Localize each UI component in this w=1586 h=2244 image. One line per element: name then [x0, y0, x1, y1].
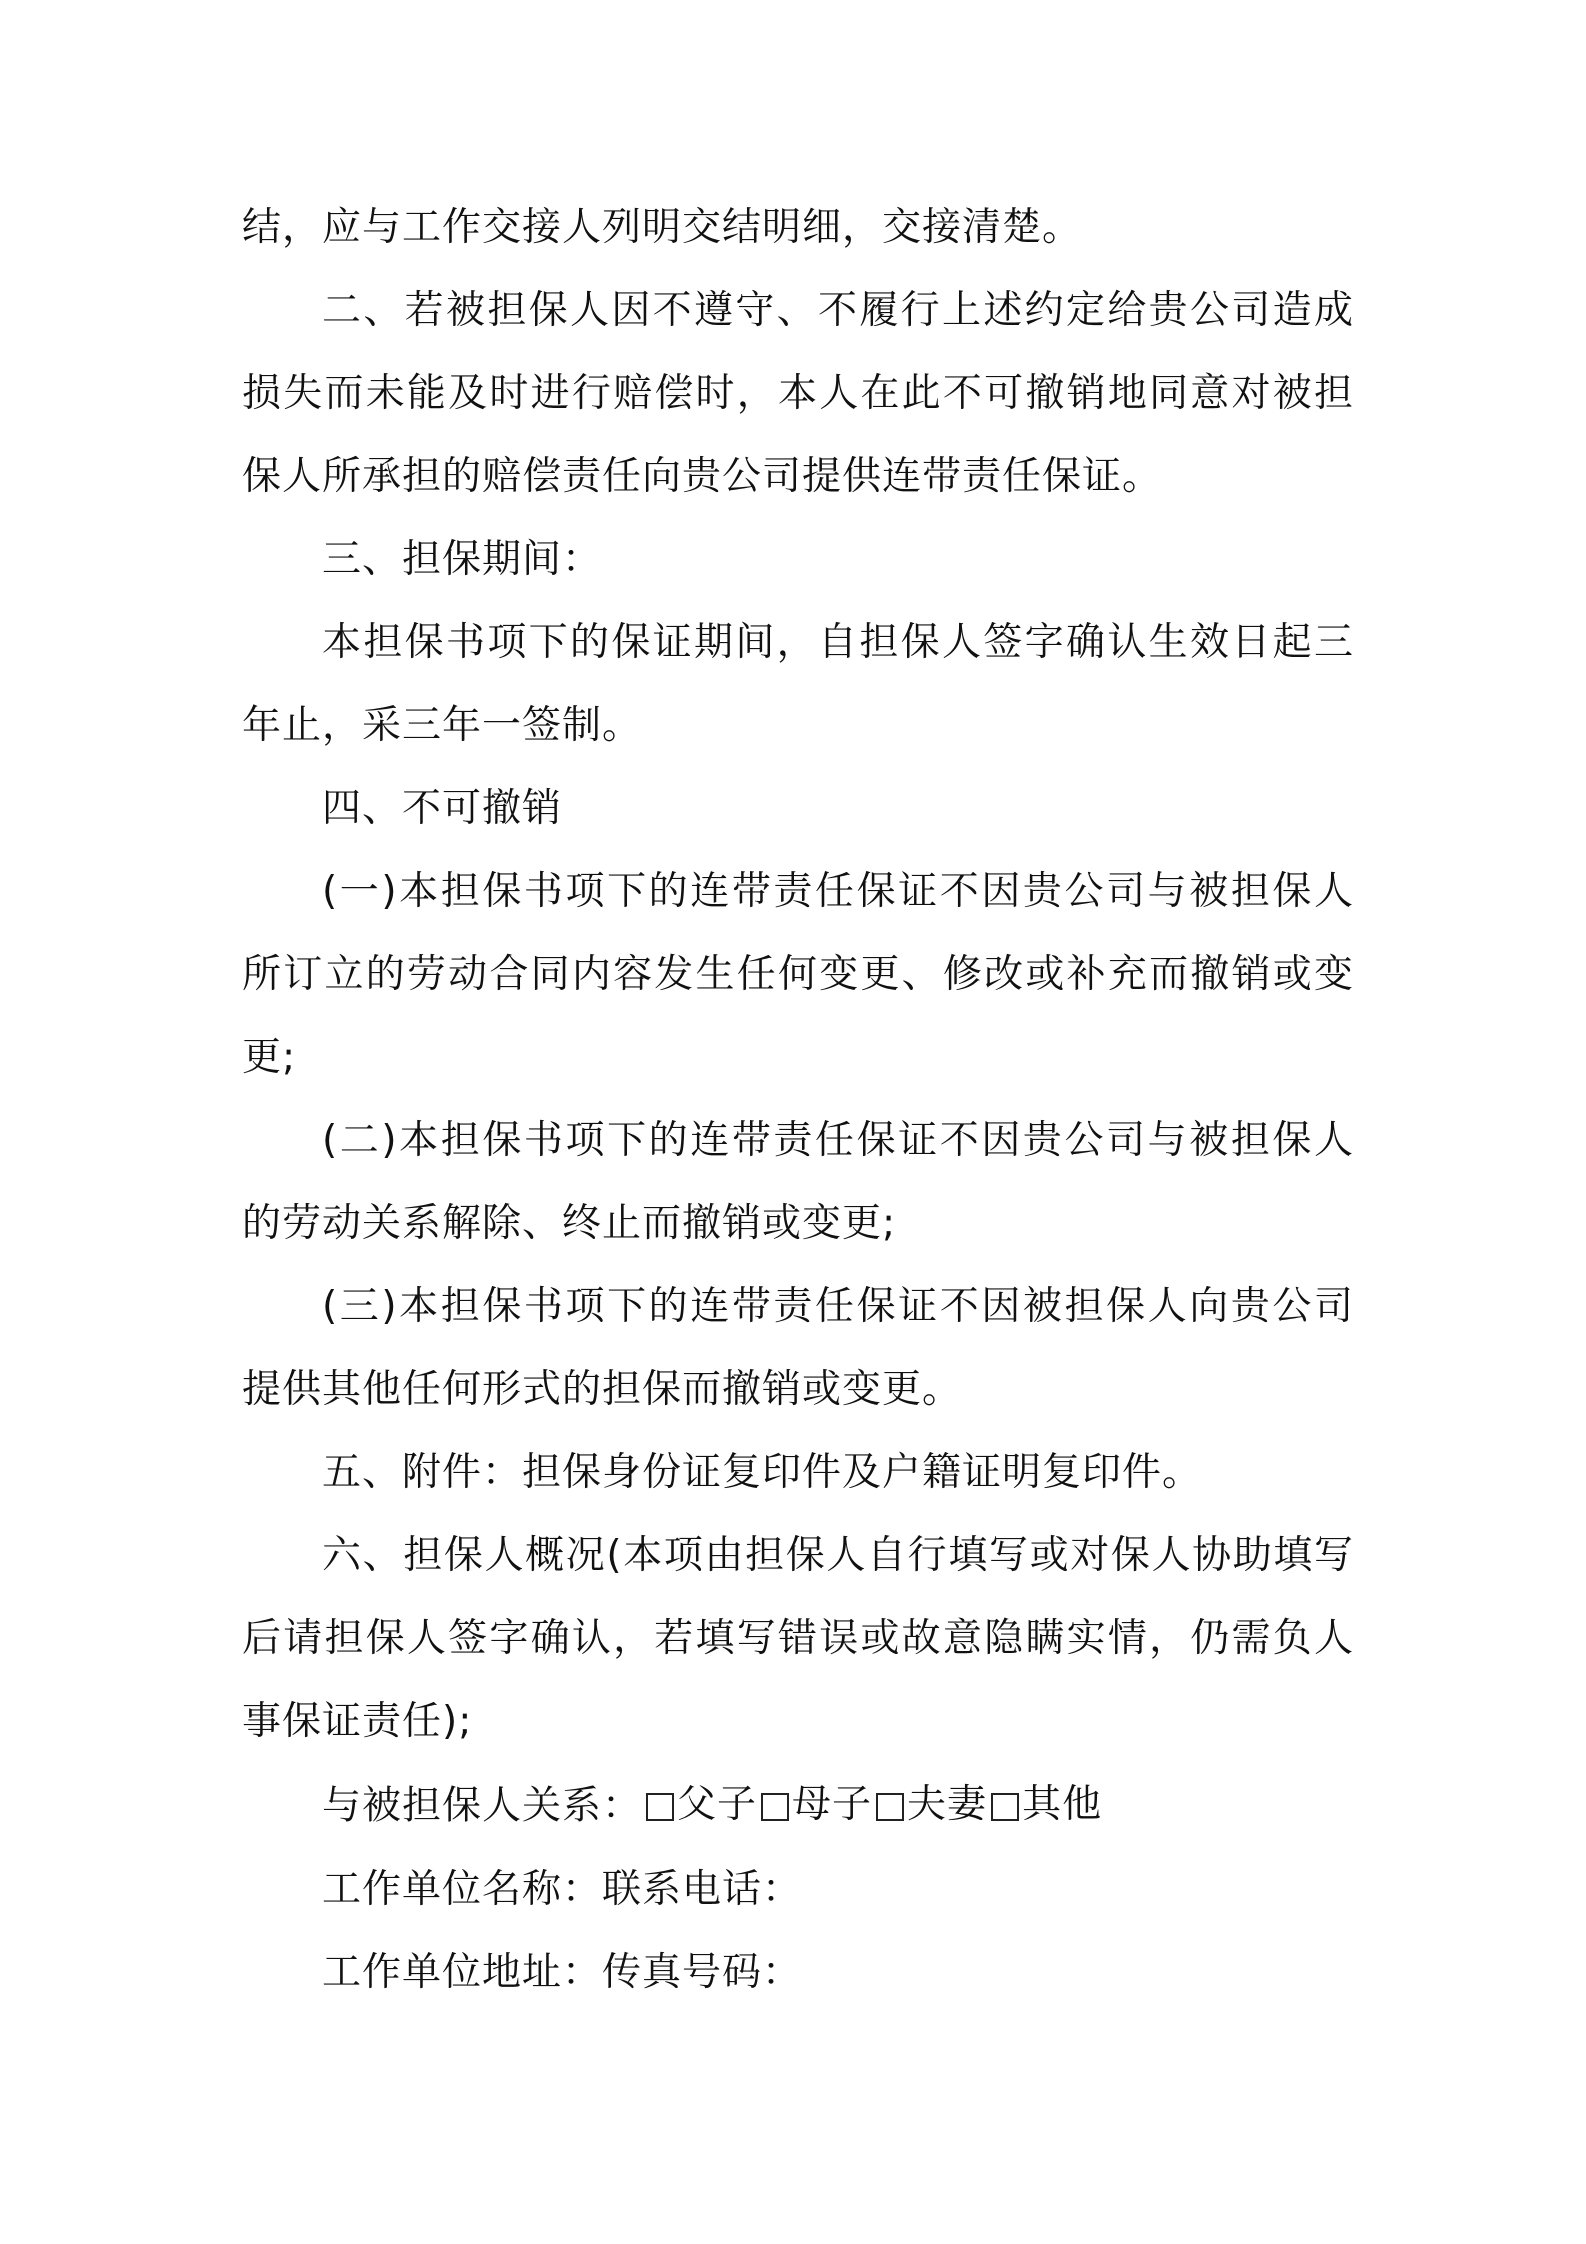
paragraph-clause-3-heading: 三、担保期间： — [322, 537, 603, 582]
paragraph-clause-4-item-3: (三)本担保书项下的连带责任保证不因被担保人向贵公司提供其他任何形式的担保而撤销或变更。 — [242, 1284, 1354, 1412]
relationship-option-spouse[interactable] — [872, 1763, 987, 1846]
relationship-option-label: 父子 — [677, 1782, 758, 1827]
document-body — [242, 186, 1354, 2014]
checkbox-other[interactable] — [991, 1793, 1019, 1821]
paragraph-clause-4-item-1: (一)本担保书项下的连带责任保证不因贵公司与被担保人所订立的劳动合同内容发生任何变更、修改或补充而撤销或变更; — [242, 869, 1354, 1080]
work-unit-name-line — [242, 1848, 1354, 1931]
paragraph-guarantee-period: 本担保书项下的保证期间，自担保人签字确认生效日起三年止，采三年一签制。 — [242, 620, 1354, 748]
relationship-option-label: 夫妻 — [907, 1782, 988, 1827]
relationship-option-other[interactable] — [987, 1763, 1102, 1846]
relationship-option-father-son[interactable] — [642, 1763, 757, 1846]
relationship-options — [642, 1784, 1102, 1829]
work-unit-name-label: 工作单位名称： — [322, 1866, 603, 1912]
relationship-option-mother-son[interactable] — [757, 1763, 872, 1846]
paragraph-clause-2: 二、若被担保人因不遵守、不履行上述约定给贵公司造成损失而未能及时进行赔偿时，本人在此不可撤销地同意对被担保人所承担的赔偿责任向贵公司提供连带责任保证。 — [242, 288, 1354, 499]
work-unit-address-line — [242, 1931, 1354, 2014]
relationship-option-label: 其他 — [1022, 1782, 1103, 1827]
paragraph-clause-4-item-2: (二)本担保书项下的连带责任保证不因贵公司与被担保人的劳动关系解除、终止而撤销或变更; — [242, 1118, 1354, 1246]
paragraph-continuation: 结，应与工作交接人列明交结明细，交接清楚。 — [242, 205, 1083, 250]
checkbox-father-son[interactable] — [646, 1793, 674, 1821]
checkbox-spouse[interactable] — [876, 1793, 904, 1821]
work-unit-address-label: 工作单位地址： — [322, 1949, 603, 1995]
paragraph-clause-4-heading: 四、不可撤销 — [322, 786, 563, 831]
relationship-line — [242, 1763, 1354, 1848]
checkbox-mother-son[interactable] — [761, 1793, 789, 1821]
paragraph-clause-5-attachments: 五、附件：担保身份证复印件及户籍证明复印件。 — [322, 1450, 1203, 1495]
fax-label: 传真号码： — [602, 1949, 803, 1995]
paragraph-clause-6-overview: 六、担保人概况(本项由担保人自行填写或对保人协助填写后请担保人签字确认，若填写错误或故意隐瞒实情，仍需负人事保证责任); — [242, 1533, 1354, 1744]
relationship-option-label: 母子 — [792, 1782, 873, 1827]
relationship-label: 与被担保人关系： — [322, 1783, 643, 1829]
phone-label: 联系电话： — [602, 1866, 803, 1912]
